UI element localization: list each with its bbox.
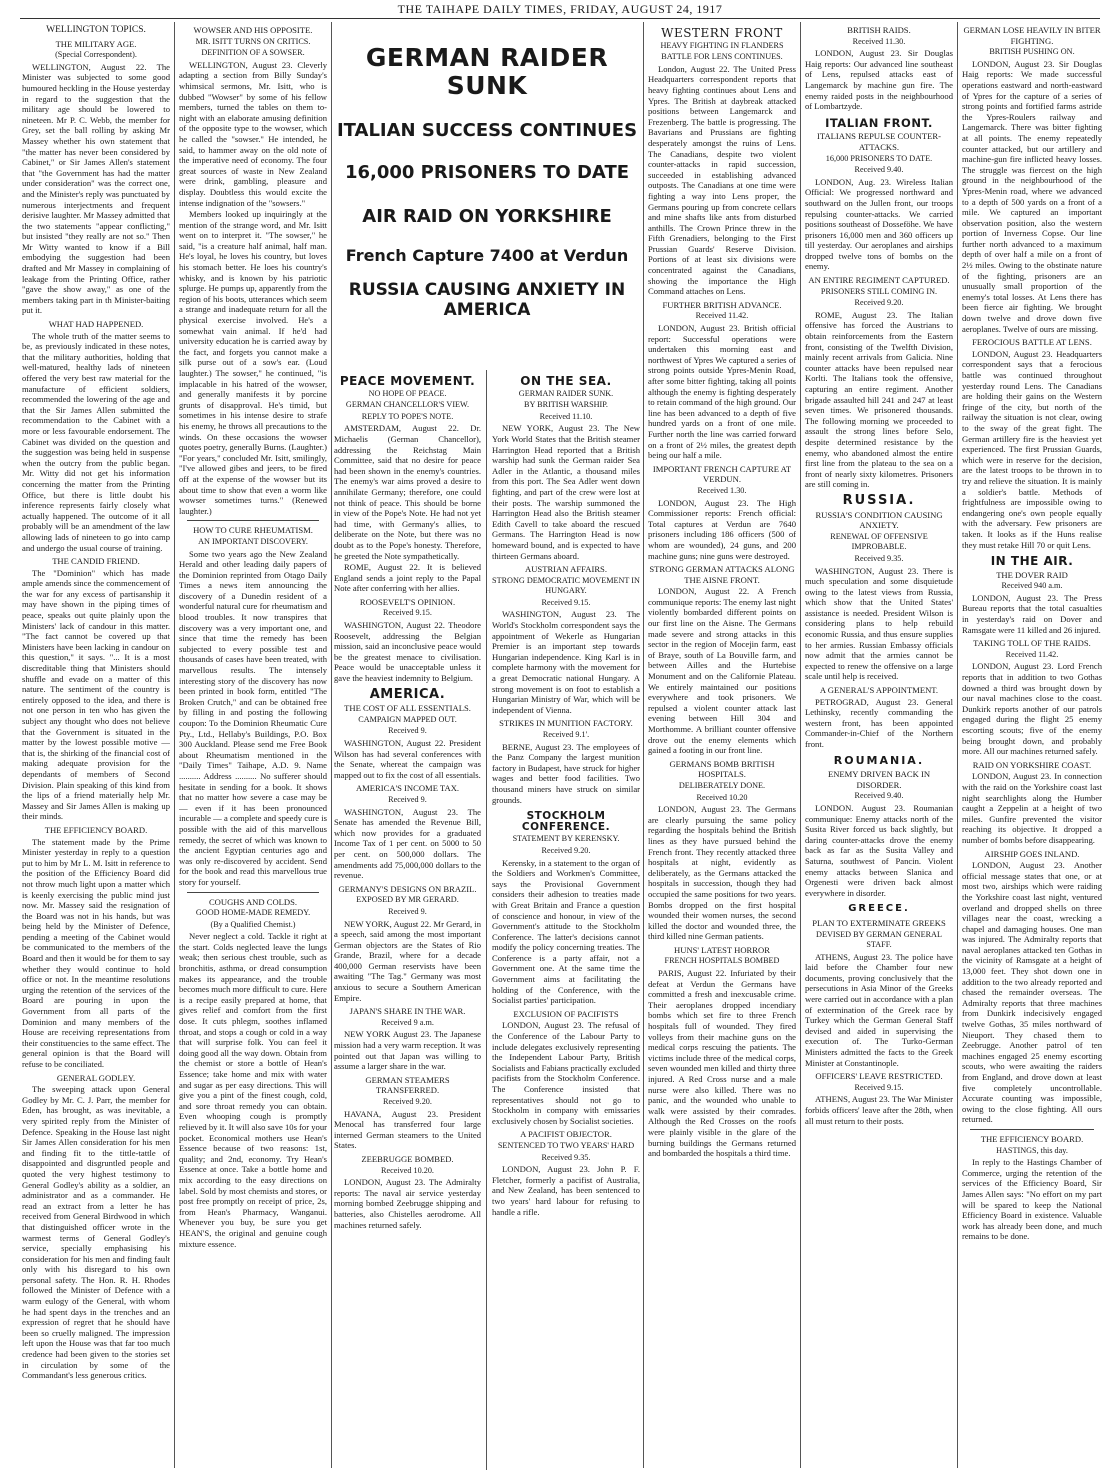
heading: THE EFFICIENCY BOARD. <box>980 1133 1084 1144</box>
paragraph: HAVANA, August 23. President Menocal has transferred four large interned German steamers to the United States. <box>334 1108 481 1151</box>
paragraph: PARIS, August 22. Infuriated by their defeat at Verdun the Germans have committed a fresh and inexcusable crime. Their aeroplanes dropped incendiary bombs which set fire to three French hospitals full of wounded. They fired volleys from their machine guns on the medical corps rescuing the patients. The victims include three of the medical corps, seven wounded men killed and thirty three injured. A Red Cross nurse and a male nurse were also killed. There was no panic, and the wounded who unable to walk were assisted by their comrades. Although the Red Crosses on the roofs were plainly visible in the glare of the burning buildings the Germans returned and bombarded the hospitals a third time. <box>648 968 796 1159</box>
column-rule <box>957 22 958 1468</box>
paragraph: LONDON, August 23. British official report: Successful operations were undertaken this morning east and northwest of Ypres We captured a series of strong points outside Ypres-Menin Road, after some bitter fighting, taking all points although the enemy is fighting desperately to retain command of the high ground. Our line has been advanced to a depth of five hundred yards on a front of one mile. Further north the line was carried forward on a front of 2½ miles, the greatest depth being our half a mile. <box>648 323 796 461</box>
received-time: Received 11.30. <box>852 36 906 46</box>
paragraph: NEW YORK, August 23. The New York World States that the British steamer Harrington Head reported that a British warship had sunk the German raider Sea Adler in the Atlantic, a thousand miles from this port. The Sea Adler went down fighting, and part of the crew were lost at their posts. The warship summoned the Harrington Head also the British steamer Edith Cavell to take aboard the rescued Germans. The Harrington Head is now homeward bound, and is expected to have thirteen Germans aboard. <box>492 423 640 561</box>
divider <box>970 1129 1094 1130</box>
paragraph: ROME, August 23. The Italian offensive has forced the Austrians to obtain reinforcements from the Eastern front, consisting of the Twelfth Division, mainly recent arrivals from Galicia. Nine counter attacks have been repulsed near Korlti. The Italians took the offensive, capturing an entire regiment. Another brigade assaulted hill 241 and 247 at least seven times. We prisonered thousands. The following morning we proceeded to assault the strong lines before Selo, despite determined resistance by the enemy, who abandoned almost the entire first line from the plateau to the sea on a front of nearly sixty kilometres. Prisoners are still coming in. <box>805 309 953 490</box>
subheading: STRONG DEMOCRATIC MOVEMENT IN HUNGARY. <box>492 575 640 596</box>
column-italian-russia <box>805 22 953 1470</box>
heading: OFFICERS' LEAVE RESTRICTED. <box>815 1071 943 1082</box>
subheading: HASTINGS, this day. <box>996 1145 1068 1155</box>
subheading: GERMAN CHANCELLOR'S VIEW. <box>345 400 470 410</box>
heading: IMPORTANT FRENCH CAPTURE AT VERDUN. <box>652 463 792 485</box>
received-time: Received 9.40. <box>854 165 904 175</box>
subheading: DELIBERATELY DONE. <box>678 780 766 790</box>
heading: AUSTRIAN AFFAIRS. <box>525 564 607 575</box>
paragraph: WASHINGTON, August 23. The World's Stockholm correspondent says the appointment of Wekerle as Hungarian Premier is an important step towards Hungarian independence. King Karl is in complete harmony with the movement for a great Democratic national Hungary. A strong movement is on foot to establish a Hungarian Ministry of War, which will be independent of Vienna. <box>492 609 640 715</box>
paragraph: WASHINGTON, August 22. Theodore Roosevelt, addressing the Belgian mission, said an inconclusive peace would be the greatest menace to civilisation. Peace would be unacceptable unless it gave the heaviest indemnity to Belgium. <box>334 620 481 684</box>
heading: BRITISH RAIDS. <box>847 25 911 35</box>
heading: THE COST OF ALL ESSENTIALS. <box>344 703 471 714</box>
paragraph: LONDON, August 23. Sir Douglas Haig reports: We made successful operations eastward and north-eastward of Ypres for the capture of a series of strong points and fortified farms astride the Ypres-Roulers railway and Langemarck. There was bitter fighting at all points. The enemy repeatedly counter attacked, but our artillery and machine-gun fire inflicted heavy losses. The struggle was fiercest on the high ground in the neighbourhood of the Ypres-Menin road, where we advanced to a depth of 500 yards on a front of a mile. We captured an important observation position, also the western portion of Inverness Copse. Our line further north advanced to a maximum depth of over half a mile on a front of 2½ miles. Owing to the obstinate nature of the fighting, prisoners are an unusually small proportion of the enemy's total losses. At Lens there has been fierce air fighting. We brought down twelve and drove down five aeroplanes. Twelve of ours are missing. <box>962 58 1102 334</box>
paragraph: LONDON, August 23. The High Commissioner reports: French official: Total captures at Verdun are 7640 prisoners including 186 officers (500 of whom are wounded), 24 guns, and 200 machine guns; nine guns were destroyed. <box>648 497 796 561</box>
section-title: GREECE. <box>848 903 910 915</box>
heading: STRIKES IN MUNITION FACTORY. <box>499 718 633 729</box>
received-time: Received 11.42. <box>695 311 749 321</box>
heading: FURTHER BRITISH ADVANCE. <box>662 299 782 310</box>
heading: STRONG GERMAN ATTACKS ALONG THE AISNE FRONT. <box>649 564 795 585</box>
subheading: BY BRITISH WARSHIP. <box>524 400 608 410</box>
subheading: (By a Qualified Chemist.) <box>210 919 296 929</box>
section-title: PEACE MOVEMENT. <box>339 374 476 388</box>
column-rule <box>331 22 332 1468</box>
heading: RUSSIA'S CONDITION CAUSING ANXIETY. <box>815 509 943 531</box>
headline-prisoners: 16,000 PRISONERS TO DATE <box>344 162 630 183</box>
heading: ROOSEVELT'S OPINION. <box>359 596 456 607</box>
subheading: REPLY TO POPE'S NOTE. <box>361 411 454 421</box>
section-title: WESTERN FRONT <box>661 26 783 40</box>
received-time: Received 9 a.m. <box>381 1017 434 1027</box>
heading: GENERAL GODLEY. <box>56 1072 136 1083</box>
paragraph: Never neglect a cold. Tackle it right at the start. Colds neglected leave the lungs weak; then serious chest trouble, such as bronchitis, asthma, or dread consumption makes its appearance, and the trouble becomes much more difficult to cure. Here is a recipe easily prepared at home, that gives relief and comfort from the first dose. It cuts phlegm, soothes inflamed throat, and stops a cough or cold in a way that will surprise folk. You can feel it doing good all the way down. Obtain from the chemist or store a bottle of Hean's Essence; take home and mix with water and sugar as per easy directions. This will give you a pint of the finest cough, cold, and sore throat remedy you can obtain. Even whooping cough is promptly relieved by it. It will also save 10s for your pocket. Economical mothers use Hean's Essence because of two reasons: 1st, quality; and 2nd, economy. Try Hean's Essence at once. Take a bottle home and mix according to the easy directions on label. Sold by most chemists and stores, or post free promptly on receipt of price, 2s, from Hean's Pharmacy, Wanganui. Whenever you buy, be sure you get HEAN'S, the original and genuine cough mixture essence. <box>179 931 327 1249</box>
section-title: STOCKHOLM CONFERENCE. <box>521 810 611 833</box>
heading: THE EFFICIENCY BOARD. <box>44 824 148 835</box>
headline-italian: ITALIAN SUCCESS CONTINUES <box>336 120 638 141</box>
section-title: ON THE SEA. <box>520 374 612 388</box>
subheading: SENTENCED TO TWO YEARS' HARD <box>497 1140 635 1150</box>
received-time: Received 11.10. <box>539 411 593 421</box>
paragraph: LONDON, August 23. The Press Bureau reports that the total casualties in yesterday's raid on Dover and Ramsgate were 11 killed and 26 injured. <box>962 592 1102 635</box>
received-time: Received 940 a.m. <box>1001 581 1063 591</box>
received-time: Received 9.20. <box>541 845 591 855</box>
headline-air-raid: AIR RAID ON YORKSHIRE <box>362 206 612 227</box>
paragraph: ROME, August 22. It is believed England sends a joint reply to the Papal Note after conferring with her allies. <box>334 562 481 594</box>
heading: RAID ON YORKSHIRE COAST. <box>972 759 1092 770</box>
heading: AMERICA'S INCOME TAX. <box>355 783 460 794</box>
heading: THE MILITARY AGE. <box>55 38 137 49</box>
paragraph: WELLINGTON, August 23. Cleverly adapting a section from Billy Sunday's whimsical sermons, Mr. Isitt, who is dubbed "Wowser" by some of his fellow members, turned the tables on them to-night with an elaborate amusing definition of the opposite type to the wowser, which he called the "sowser." He intended, he said, to hammer away on the old note of the imperative need of economy. The four great sources of waste in New Zealand were drink, gambling, pleasure and display. Doubtless this would excite the intense indignation of the "sowsers." <box>179 59 327 208</box>
subheading: CAMPAIGN MAPPED OUT. <box>358 714 457 724</box>
received-time: Received 9.20. <box>383 1097 432 1106</box>
heading: AN ENTIRE REGIMENT CAPTURED. <box>808 275 950 286</box>
heading: COUGHS AND COLDS. <box>208 896 298 907</box>
subheading: BATTLE FOR LENS CONTINUES. <box>661 52 783 62</box>
column-western-front <box>648 22 796 1470</box>
heading: A PACIFIST OBJECTOR. <box>520 1129 612 1140</box>
paragraph: PETROGRAD, August 23. General Lethinsky, recently commanding the western front, has been appointed Commander-in-Chief of the Northern front. <box>805 696 953 749</box>
paragraph: LONDON, August 23. The refusal of the Conference of the Labour Party to include delegates exclusively representing the Independent Labour Party, British Socialists and Fabians practically excluded pacifists from the Stockholm Conference. The Conference insisted that representatives should not go to Stockholm in company with emissaries exclusively chosen by Socialist societies. <box>492 1020 640 1126</box>
paragraph: LONDON, August 23. The Admiralty reports: The naval air service yesterday morning bombed Zeebrugge shipping and batteries, also Chistelles aerodrome. All machines returned safely. <box>334 1177 481 1230</box>
column-peace <box>334 370 481 1470</box>
paragraph: LONDON, August 23. In connection with the raid on the Yorkshire coast last night searchlights along the Humber caught a Zeppelin at a height of two miles. Gunfire prevented the visitor reaching its objective. It dropped a number of bombs before disappearing. <box>962 771 1102 845</box>
received-time: Received 9.1'. <box>542 730 590 739</box>
heading: AIRSHIP GOES INLAND. <box>984 848 1080 859</box>
received-time: Received 9.15. <box>383 608 432 618</box>
subheading: EXPOSED BY MR GERARD. <box>356 895 459 905</box>
heading: GERMAN STEAMERS TRANSFERRED. <box>365 1074 450 1096</box>
column-rule <box>174 22 175 1468</box>
paragraph: LONDON. August 23. Roumanian communique: Enemy attacks north of the Susita River forced us back slightly, but daring counter-attacks drove the enemy back as far as the Susita Valley and Saturna, southwest of Pancin. Violent enemy attacks between Slanica and Orgenesti were driven back almost everywhere in disorder. <box>805 802 953 898</box>
heading: ENEMY DRIVEN BACK IN DISORDER. <box>827 769 931 790</box>
heading: WHAT HAD HAPPENED. <box>48 319 144 330</box>
subheading: HEAVY FIGHTING IN FLANDERS <box>660 40 784 50</box>
received-time: Received 10.20 <box>696 792 748 802</box>
headline-raider: GERMAN RAIDER SUNK <box>365 43 609 100</box>
article-title: WELLINGTON TOPICS. <box>46 25 146 35</box>
headline-verdun: French Capture 7400 at Verdun <box>345 246 629 265</box>
received-time: Received 10.20. <box>381 1165 434 1175</box>
paragraph: LONDON, August 22. A French communique reports: The enemy last night violently bombarded different points on our first line on the Aisne. The Germans made severe and strong attacks in this sector in the region of Mocejin farm, east of Braye, south of La Bouville farm, and between Ailles and the Hurtebise Monument and on the Californie Plateau. We entirely maintained our positions everywhere and took prisoners. We repulsed a violent counter attack last evening between Hill 304 and Morthomme. A brilliant counter offensive drove out the enemy elements which gained a footing in our front line. <box>648 586 796 756</box>
paragraph: The sweeping attack upon General Godley by Mr. C. J. Parr, the member for Eden, has brought, as was inevitable, a very spirited reply from the Minister of Defence. Speaking in the House last night Sir James Allen consideration for his men and finding fit to the tittle-tattle of disappointed and disgruntled people and quoted the very highest testimony to General Godley's ability as a soldier, an administrator and as a commander. He read an extract from a letter he has received from General Birdwood in which that distinguished officer wrote in the warmest terms of General Godley's service, specially emphasising his consideration for his men and finding fault only with his disregard to his own personal safety. The Hon. R. H. Rhodes followed the Minister of Defence with a warm eulogy of the General, with whom he had spent days in the trenches and an expression of regret that he should have been so cruelly maligned. The impression left upon the House was that far too much credence had been given to the stories set in circulation by some of the Commandant's less generous critics. <box>22 1084 170 1381</box>
paragraph: LONDON, August 23. The Germans are clearly pursuing the same policy regarding the hospitals behind the British lines as they have pursued behind the French front. They recently attacked three hospitals at night, evidently as deliberately, as the Germans attacked the hospitals in succession, though they had occupied the same positions for two years. Bombs dropped on the first hospital wounded their women nurses, the second killed the doctor and wounded three, the third killed nine German patients. <box>648 804 796 942</box>
received-time: Received 11.42. <box>1005 649 1059 659</box>
paragraph: NEW YORK, August 22. Mr Gerard, in a speech, said among the most important German objectors are the States of Rio Grande, Brazil, where for a decade 400,000 German reservists have been awaiting "The Tag." Germany was most anxious to secure a Southern American Empire. <box>334 918 481 1003</box>
masthead: THE TAIHAPE DAILY TIMES, FRIDAY, AUGUST 24, 1917 <box>20 2 1100 19</box>
column-germans-air <box>962 22 1102 1470</box>
column-rule <box>800 22 801 1468</box>
paragraph: In reply to the Hastings Chamber of Commerce, urging the retention of the services of the Efficiency Board, Sir James Allen says: "No effort on my part will be spared to keep the National Efficiency Board in existence. Valuable work has already been done, and much remains to be done. <box>962 1157 1102 1242</box>
received-time: Received 9.35. <box>541 1152 591 1162</box>
paragraph: The whole truth of the matter seems to be, as previously indicated in these notes, that the military authorities, holding that well-matured, healthy lads of nineteen offered the very best raw material for the manufacture of efficient soldiers, recommended the lowering of the age and that the Sir James Allen submitted the recommendation to the Cabinet with a more or less favourable endorsement. The Cabinet was divided on the question and the suggestion was being held in suspense when the outcry from the public began. Mr. Witty did not get his information concerning the matter from the Printing Office, but there is little doubt his inference represents fairly closely what actually happened. The outcome of it all probably will be an amendment of the law allowing lads of nineteen to go into camp and undergo the usual course of training. <box>22 330 170 553</box>
section-title: ITALIAN FRONT. <box>825 115 933 130</box>
paragraph: AMSTERDAM, August 22. Dr. Michaelis (German Chancellor), addressing the Reichstag Main Committee, said that no desire for peace had been shown in the enemy's countries. The enemy's war aims proved a desire to annihilate Germany; therefore, one could not think of peace. This should be borne in view of the Pope's Note. He had not yet had time, with Germany's allies, to deliberate on the Note, but there was no doubt as to the Pope's honesty. Therefore, he greeted the Note sympathetically. <box>334 423 481 561</box>
subheading: FRENCH HOSPITALS BOMBED <box>664 956 780 966</box>
subheading: AN IMPORTANT DISCOVERY. <box>198 536 308 546</box>
heading: HUNS' LATEST HORROR <box>674 944 770 955</box>
received-time: Received 9. <box>388 794 427 804</box>
section-title: IN THE AIR. <box>990 554 1074 569</box>
column-wellington-topics <box>22 22 170 1470</box>
divider <box>187 520 319 521</box>
received-time: Received 9. <box>388 906 427 916</box>
paragraph: Members looked up inquiringly at the mention of the strange word, and Mr. Isitt went on to interpret it. "The sowser," he said, "is a creature half animal, half man. He's loyal, he loves his country, but loves his stomach better. He loes his country's whisky, and is known by his patriotic splurge. He pumps up, apparently from the region of his boots, utterances which seem a strange and inadequate return for all the physical exercise involved. He's a somewhat vain animal. If he'd had university education he is carried away by the fact, and forgets you cannot make a silk purse out of a sow's ear. (Loud laughter.) The sowser," he continued, "is implacable in his hatred of the wowser, and generally manifests it by porcine grunts of disapproval. He's timid, but sometimes in his intense desire to strafe his enemy, he throws all precautions to the winds. On these occasions the wowser quotes poetry, generally Burns. (Laughter.) "For years," concluded Mr. Isitt, smilingly, "I've allowed gibes and jeers, to be fired off at the expense of the wowser but its about time to show that even a worm like wowser sometimes turns." (Renewed laughter.) <box>179 209 327 516</box>
heading: FEROCIOUS BATTLE AT LENS. <box>972 337 1092 348</box>
paragraph: LONDON, August 23. Lord French reports that in addition to two Gothas downed a third was brought down by our naval machines close to the coast. Dunkirk reports another of our patrols engaged during the flight 25 enemy escorting scouts; five of the enemy being brought down, and probably more. All our machines returned safely. <box>962 661 1102 757</box>
column-rule <box>643 22 644 1468</box>
heading: THE DOVER RAID <box>996 569 1068 580</box>
heading: THE CANDID FRIEND. <box>52 556 140 567</box>
paragraph: The statement made by the Prime Minister yesterday in reply to a question put to him by Mr L. M. Isitt in reference to the position of the Efficiency Board did not throw much light upon a matter which is keenly exercising the public mind just now. Mr. Massey said the resignation of the Board was not in his hands, but was being held by the Minister of Defence, pending a meeting of the Cabinet would be communicated to the members of the Board and then it would be for them to say whether they would continue to hold office or not. In the meantime resolutions urging the retention of the services of the Board are pouring in upon the Government from all parts of the Dominion and many members of the House are receiving representations from their constituencies to the same effect. The general opinion is that the Board will refuse to be conciliated. <box>22 836 170 1069</box>
column-rule <box>486 370 487 1470</box>
heading: JAPAN'S SHARE IN THE WAR. <box>349 1006 466 1017</box>
subheading: BRITISH PUSHING ON. <box>989 47 1075 57</box>
paragraph: WELLINGTON, August 22. The Minister was subjected to some good humoured heckling in the House yesterday in regard to the suggestion that the military age should be lowered to nineteen. Mr P. C. Webb, the member for Grey, set the ball rolling by asking Mr Massey whether his own statement that "the matter has never been considered by Cabinet," or Sir James Allen's statement that "the Government has had the matter under consideration" was the correct one, and the Minister's reply was punctuated by numerous interjectments and frequent derisive laughter. Mr Massey admitted that the two statements "appear conflicting," but insisted "they really are not so." Then Mr Witty wanted to know if a Bill embodying the suggestion had been drafted and Mr Massey in complaining of leakage from the Printing Office, rather "gave the show away," as one of the members taking part in th Minister-baiting put it. <box>22 61 170 316</box>
paragraph: LONDON, Aug. 23. Wireless Italian Official: We progressed northward and southward on the Jullen front, our troops repulsing counter-attacks. We carried positions southeast of Dosseföhe. We have prisoners 16,000 men and 360 officers up till yesterday. Our aeroplanes and airships dropped twelve tons of bombs on the enemy. <box>805 176 953 272</box>
received-time: Received 9.35. <box>854 553 904 563</box>
received-time: Received 9. <box>388 726 427 736</box>
paragraph: The "Dominion" which has made ample amends since the commencement of the war for any excess of partisanship it may have shown in the piping times of peace, speaks out quite plainly upon the Ministers' lack of candour in this matter. "The fact cannot be covered up that Ministers have been lacking in candour on this question," it says. "... It is a most discreditable thing that Ministers should shuffle and evade on a matter of this nature. The sentiment of the country is entirely opposed to the idea, and there is not one person in ten who has given the subject any thought who does not believe that the Government is situated in the matter by the lowest possible motive — that is, the shirking of the financial cost of making adequate provision for the dependants of members of Second Division. Plain speaking of this kind from the lips of a friend materially help Mr. Massey and Sir James Allen is making up their minds. <box>22 567 170 822</box>
section-title: RUSSIA. <box>842 492 916 508</box>
paragraph: NEW YORK August 23. The Japanese mission had a very warm reception. It was pointed out that Japan was willing to assume a larger share in the war. <box>334 1029 481 1072</box>
paragraph: London, August 22. The United Press Headquarters correspondent reports that heavy fighting continues about Lens and Ypres. The British at daybreak attacked positions between Langemarck and Frezenberg. The battle is progressing. The Bavarians and Prussians are fighting desperately amongst the ruins of Lens. The Canadians, despite two violent counter-attacks in rapid succession, succeeded in establishing advanced outposts. The Canadians at one time were fighting a way into Lens proper, the Germans pouring up from concrete cellars and mine shafts like ants from disturbed anthills. The Crown Prince threw in the Fifth Grenadiers, belonging to the First Prussian Guards' Reserve Division. Portions of at least six divisions were concentrated against the Canadians, showing the importance the High Command attaches on Lens. <box>648 63 796 297</box>
banner-headlines <box>334 22 640 362</box>
paragraph: BERNE, August 23. The employees of the Panz Company the largest munition factory in Budapest, have struck for higher wages and better food facilities. Two thousand miners have struck on similar grounds. <box>492 741 640 805</box>
heading: PLAN TO EXTERMINATE GREEKS <box>812 917 946 928</box>
received-time: Received 9.20. <box>854 298 904 308</box>
subheading: PRISONERS STILL COMING IN. <box>820 286 938 296</box>
received-time: Received 9.15. <box>854 1082 904 1092</box>
heading: TAKING TOLL OF THE RAIDS. <box>973 638 1091 649</box>
paragraph: Kerensky, in a statement to the organ of the Soldiers and Workmen's Committee, says the Provisional Government considers their adhesion to treaties made with Great Britain and France a question of conscience and honour, in view of the Government's attitude to the Stockholm Conference. The latter's decisions cannot modify the policy concerning treaties. The Conference is a party affair, not a Government one. At the same time the Government aims at facilitating the holding of the Conference, with the Socialist parties' participation. <box>492 857 640 1006</box>
subheading: MR. ISITT TURNS ON CRITICS. <box>195 36 311 46</box>
column-on-the-sea <box>492 370 640 1470</box>
paragraph: WASHINGTON, August 23. The Senate has amended the Revenue Bill, which now provides for a graduated Income Tax of 1 per cent. on 5000 to 50 per cent. on 500,000 dollars. The amendments add 75,000,000 dollars to the revenue. <box>334 806 481 881</box>
section-title: AMERICA. <box>369 686 446 702</box>
heading: GERMANS BOMB BRITISH HOSPITALS. <box>669 758 775 780</box>
received-time: Received 9.15. <box>541 597 591 607</box>
paragraph: ATHENS, August 23. The police have laid before the Chamber four new documents, proving conclusively that the persecutions in Asia Minor of the Greeks were carried out in accordance with a plan of extermination of the Greek race by Turkey which the German General Staff devised and aided in supervising the execution of. The Turko-German Ministers admitted the facts to the Greek Minister at Constantinople. <box>805 951 953 1068</box>
heading: ITALIANS REPULSE COUNTER-ATTACKS. <box>817 131 941 152</box>
paragraph: LONDON, August 23. Another official message states that one, or at most two, airships which were raiding the Yorkshire coast last night, ventured overland and dropped shells on three villages near the coast, wrecking a chapel and damaging houses. One man was injured. The Admiralty reports that naval aeroplanes attacked ten Gothas in the vicinity of Ramsgate at a height of 13,000 feet. They shot down one in addition to the two already reported and chased the remainder overseas. The Admiralty reports that three machines from Dunkirk indecisively engaged twelve Gothas, 35 miles northward of Nieuport. They chased them to Zeebrugge. Another patrol of ten machines engaged 25 enemy escorting scouts, who were awaiting the raiders from England, and drove down at least five completely uncontrollable. Accurate counting was impossible, owing to the close fighting. All ours returned. <box>962 860 1102 1125</box>
heading: HOW TO CURE RHEUMATISM. <box>193 525 313 536</box>
paragraph: WASHINGTON, August 22. President Wilson has had several conferences with the Senate, whereat the campaign was mapped out to fix the cost of all essentials. <box>334 738 481 780</box>
subheading: GERMAN RAIDER SUNK. <box>518 388 614 398</box>
subheading: DEFINITION OF A SOWSER. <box>201 48 305 58</box>
subheading: GOOD HOME-MADE REMEDY. <box>195 908 311 918</box>
section-title: ROUMANIA. <box>833 753 925 767</box>
paragraph: LONDON, August 23. John P. F. Fletcher, formerly a pacifist of Australia, and New Zealand, has been sentenced to two years' hard labour for refusing to handle a rifle. <box>492 1164 640 1217</box>
heading: ZEEBRUGGE BOMBED. <box>361 1153 454 1164</box>
paragraph: LONDON, August 23. Headquarters correspondent says that a ferocious battle was continued throughout yesterday round Lens. The Canadians are holding their gains on the Western fringe of the city, but north of the railway the situation is not clear, owing to the sway of the great fight. The German artillery fire is the heaviest yet experienced. The first Prussian Guards, which were in reserve for the decision, are the latest troops to be thrown in to try and relieve the situation. It is mainly a soldier's battle. Methods of frightfulness are impossible owing to endangering one's own people equally with the adversary. Few prisoners are taken. It looks as if the Huns realise they must retake Hill 70 or quit Lens. <box>962 348 1102 550</box>
heading: A GENERAL'S APPOINTMENT. <box>819 685 939 696</box>
heading: GERMANY'S DESIGNS ON BRAZIL. <box>338 883 477 894</box>
heading: WOWSER AND HIS OPPOSITE. <box>193 25 313 35</box>
paragraph: WASHINGTON, August 23. There is much speculation and some disquietude owing to the latest views from Russia, which show that the United States' assistance is needed. President Wilson is considering plans to help rebuild economic Russia, and thus ensure supplies to her armies. Russian Embassy officials now admit that the armies cannot be expected to renew the offensive on a large scale until help is received. <box>805 565 953 682</box>
paragraph: ATHENS, August 23. The War Minister forbids officers' leave after the 28th, when all must return to their posts. <box>805 1094 953 1126</box>
banner-subcolumns <box>334 370 640 1470</box>
received-time: Received 9.40. <box>854 791 904 801</box>
byline: (Special Correspondent). <box>55 50 137 60</box>
subheading: STATEMENT BY KERENSKY. <box>512 834 620 844</box>
headline-russia: RUSSIA CAUSING ANXIETY IN AMERICA <box>348 280 626 320</box>
subheading: NO HOPE OF PEACE. <box>368 388 447 398</box>
subheading: DEVISED BY GERMAN GENERAL STAFF. <box>816 929 942 950</box>
paragraph: LONDON, August 23. Sir Douglas Haig reports: Our advanced line southeast of Lens, repulsed attacks east of Langemarck by machine gun fire. The enemy raided posts in the neighbourhood of Lombartzyde. <box>805 48 953 112</box>
divider <box>187 892 319 893</box>
received-time: Received 1.30. <box>697 485 747 495</box>
paragraph: Some two years ago the New Zealand Herald and other leading daily papers of the Dominion reprinted from Otago Daily Times a news item announcing the discovery of a Dunedin resident of a wonderful natural cure for rheumatism and blood troubles. It now transpires that discovery was a very important one, and since that time the remedy has been subjected to every possible test and thousands of cases have been treated, with marvellous results. The intensely interesting story of the discovery has now been printed in book form, entitled "The Broken Crutch," and can be obtained free by filling in and posting the following coupon: To the Dominion Rheumatic Cure Pty., Ltd., Hellaby's Buildings, P.O. Box 300 Auckland. Please send me Free Book about Rheumatism mentioned in the "Daily Times" Taihape, A.D. 9. Name .......... Address .......... No sufferer should hesitate in sending for a book. It shows that no matter how severe a case may be — even if it has been pronounced incurable — a complete and speedy cure is possible with the aid of this marvellous remedy, the secret of which was known to the ancient Egyptian centuries ago and was only re-discovered by accident. Send for the book and read this marvellous true story for yourself. <box>179 548 327 887</box>
column-wowser <box>179 22 327 1470</box>
subheading: 16,000 PRISONERS TO DATE. <box>825 153 933 163</box>
subheading: RENEWAL OF OFFENSIVE IMPROBABLE. <box>830 531 928 552</box>
heading: EXCLUSION OF PACIFISTS <box>513 1008 619 1019</box>
heading: GERMAN LOSE HEAVILY IN BITER FIGHTING. <box>963 25 1101 46</box>
